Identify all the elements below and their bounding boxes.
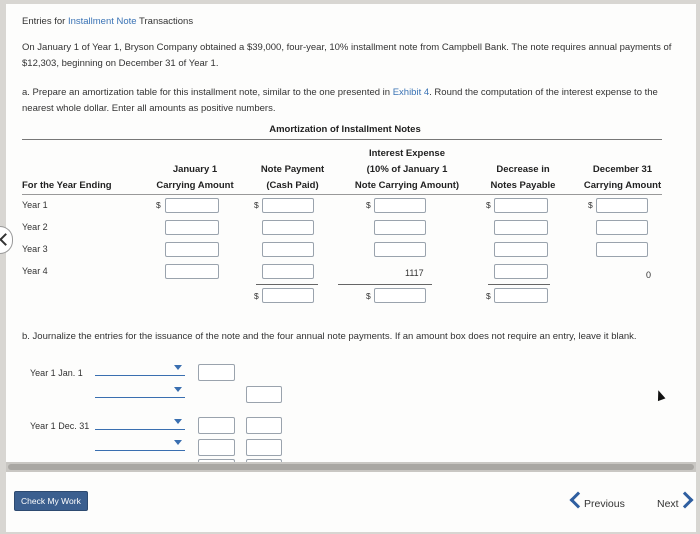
account-select-entry1-line2[interactable] [95,397,185,398]
row-label-year-4: Year 4 [22,266,48,276]
currency-sign: $ [254,291,259,301]
header-year-ending: For the Year Ending [22,180,112,191]
header-dec31-carrying: December 31 Carrying Amount [583,164,662,191]
interest-expense-input-year-1[interactable] [374,198,426,213]
header-rule [22,194,662,195]
account-select-entry2-line2[interactable] [95,450,185,451]
header-note-payment: Note Payment (Cash Paid) [260,164,325,191]
chevron-down-icon[interactable] [174,419,182,424]
decrease-notes-input-year-1[interactable] [494,198,548,213]
page-title: Entries for Installment Note Transactions [22,16,194,27]
row-label-year-1: Year 1 [22,200,48,210]
jan1-carrying-input-year-2[interactable] [165,220,219,235]
next-button[interactable]: Next [657,498,679,510]
chevron-down-icon[interactable] [174,440,182,445]
row-label-year-3: Year 3 [22,244,48,254]
account-select-entry1-line1[interactable] [95,375,185,376]
dec31-carrying-input-year-2[interactable] [596,220,648,235]
header-interest-expense: Interest Expense (10% of January 1 Note Carrying Amount) [354,148,460,191]
interest-expense-input-year-2[interactable] [374,220,426,235]
row-label-year-2: Year 2 [22,222,48,232]
decrease-notes-total-input[interactable] [494,288,548,303]
dec31-carrying-input-year-1[interactable] [596,198,648,213]
debit-input-entry2-line2[interactable] [198,439,235,456]
header-jan1-carrying: January 1 Carrying Amount [156,164,234,191]
previous-button[interactable]: Previous [584,498,625,510]
decrease-notes-input-year-2[interactable] [494,220,548,235]
currency-sign: $ [486,200,491,210]
decrease-notes-input-year-4[interactable] [494,264,548,279]
problem-intro: On January 1 of Year 1, Bryson Company obtained a $39,000, four-year, 10% installment note from Campbell Bank. The note requires annual payments of $12,303, beginning on December 31 of Year 1. [22,42,672,69]
interest-total-rule [338,284,432,285]
journal-date-entry-2: Year 1 Dec. 31 [30,421,90,431]
part-b-instructions: b. Journalize the entries for the issuance of the note and the four annual note payments. If an amount box does not require an entry, leave it blank. [22,331,637,342]
currency-sign: $ [486,291,491,301]
amortization-table-title: Amortization of Installment Notes [269,124,421,135]
chevron-down-icon[interactable] [174,365,182,370]
table-top-rule [22,139,662,140]
part-a-instructions: a. Prepare an amortization table for this installment note, similar to the one presented in Exhibit 4. Round the computation of the interest expense to the nearest whole dollar. Enter all amounts as positive numbers. [22,87,658,114]
credit-input-entry1-line2[interactable] [246,386,282,403]
note-payment-input-year-4[interactable] [262,264,314,279]
debit-input-entry2-line1[interactable] [198,417,235,434]
note-payment-input-year-2[interactable] [262,220,314,235]
interest-expense-year-4-value: 1117 [405,268,424,278]
dec31-carrying-input-year-3[interactable] [596,242,648,257]
currency-sign: $ [588,200,593,210]
credit-input-entry2-line1[interactable] [246,417,282,434]
note-payment-input-year-1[interactable] [262,198,314,213]
jan1-carrying-input-year-3[interactable] [165,242,219,257]
scrollbar-thumb[interactable] [8,464,694,470]
payment-total-rule [256,284,318,285]
currency-sign: $ [254,200,259,210]
check-my-work-button[interactable]: Check My Work [14,491,88,511]
account-select-entry2-line1[interactable] [95,429,185,430]
jan1-carrying-input-year-1[interactable] [165,198,219,213]
chevron-down-icon[interactable] [174,387,182,392]
jan1-carrying-input-year-4[interactable] [165,264,219,279]
header-decrease-notes: Decrease in Notes Payable [490,164,556,191]
dec31-carrying-year-4-value: 0 [646,270,652,280]
currency-sign: $ [366,200,371,210]
journal-date-entry-1: Year 1 Jan. 1 [30,368,83,378]
note-payment-total-input[interactable] [262,288,314,303]
installment-note-link[interactable]: Installment Note [67,16,137,27]
currency-sign: $ [156,200,161,210]
decrease-notes-input-year-3[interactable] [494,242,548,257]
assignment-page [6,4,696,532]
interest-expense-total-input[interactable] [374,288,426,303]
horizontal-scrollbar[interactable] [6,462,696,472]
decrease-total-rule [488,284,550,285]
debit-input-entry1-line1[interactable] [198,364,235,381]
exhibit-4-link[interactable]: Exhibit 4 [392,87,430,98]
interest-expense-input-year-3[interactable] [374,242,426,257]
note-payment-input-year-3[interactable] [262,242,314,257]
currency-sign: $ [366,291,371,301]
credit-input-entry2-line2[interactable] [246,439,282,456]
